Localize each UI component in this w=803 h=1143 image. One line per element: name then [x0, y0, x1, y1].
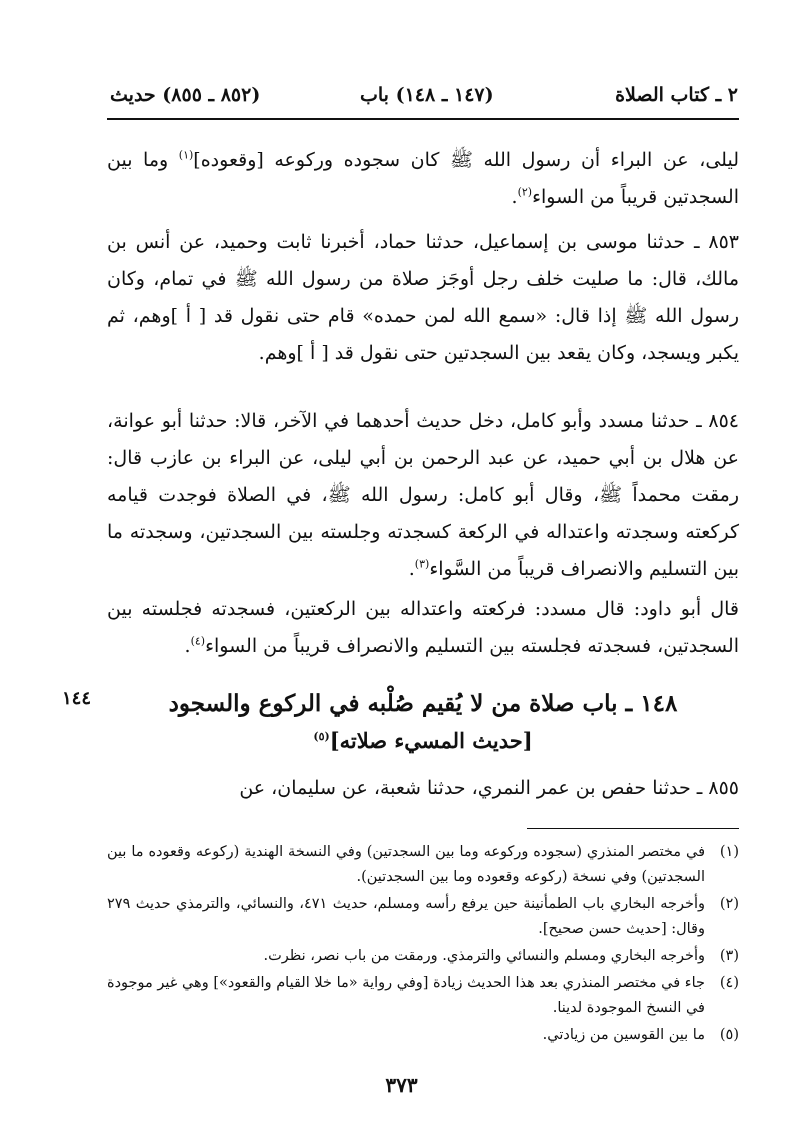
- footnote-ref[interactable]: (٥): [313, 730, 330, 743]
- page-number: ٣٧٣: [385, 1073, 418, 1097]
- footnote-item: [107, 1023, 739, 1048]
- footnote-text: وأخرجه البخاري باب الطمأنينة حين يرفع رأسه ومسلم، حديث ٤٧١، والنسائي، والترمذي حديث ٢٧٩ وقال: [حديث حسن صحيح].: [107, 896, 706, 937]
- footnote-text: ما بين القوسين من زيادتي.: [542, 1027, 705, 1043]
- footnote-item: [107, 944, 739, 969]
- footnote-text: وأخرجه البخاري ومسلم والنسائي والترمذي. ورمقت من باب نصر، نظرت.: [263, 948, 705, 964]
- footnote-item: [107, 840, 739, 890]
- paragraph-text: ٨٥٥ ـ حدثنا حفص بن عمر النمري، حدثنا شعبة، عن سليمان، عن: [239, 777, 739, 799]
- running-header-chapters: (١٤٧ ـ ١٤٨) باب: [360, 84, 494, 106]
- margin-page-number: ١٤٤: [62, 688, 92, 709]
- paragraph-text: وما بين السجدتين قريباً من السواء: [107, 149, 739, 208]
- abu-dawud-note: [107, 591, 739, 665]
- hadith-853: [107, 224, 739, 372]
- footnote-ref[interactable]: (١): [178, 148, 194, 162]
- header-rule: [107, 118, 739, 120]
- footnote-ref[interactable]: (٣): [414, 557, 430, 571]
- paragraph-text: .: [511, 186, 518, 208]
- paragraph-text: .: [184, 635, 191, 657]
- footnote-number: (٣): [719, 948, 739, 964]
- footnote-item: [107, 892, 739, 942]
- footnote-number: (١): [719, 844, 739, 860]
- footnote-ref[interactable]: (٤): [190, 634, 206, 648]
- footnote-text: جاء في مختصر المنذري بعد هذا الحديث زيادة [وفي رواية «ما خلا القيام والقعود»] وهي غير موجودة في النسخ الموجودة لدينا.: [107, 975, 705, 1016]
- running-header-book: ٢ ـ كتاب الصلاة: [615, 84, 738, 106]
- paragraph-text: ٨٥٣ ـ حدثنا موسى بن إسماعيل، حدثنا حماد، أخبرنا ثابت وحميد، عن أنس بن مالك، قال: ما صليت خلف رجل أوجَز صلاة من رسول الله ﷺ في تمام، وكان رسول الله ﷺ إذا قال: «سمع الله لمن حمده» قام حتى نقول قد [ أ ]وهم، ثم يكبر ويسجد، وكان يقعد بين السجدتين حتى نقول قد [ أ ]وهم.: [107, 231, 739, 364]
- footnote-text: في مختصر المنذري (سجوده وركوعه وما بين السجدتين) وفي النسخة الهندية (ركوعه وقعوده ما بين السجدتين) وفي نسخة (ركوعه وقعوده وما بين السجدتين).: [107, 844, 705, 885]
- paragraph-text: .: [408, 558, 415, 580]
- footnote-rule: [527, 828, 739, 829]
- chapter-subtitle: [107, 728, 739, 753]
- footnote-number: (٤): [719, 975, 739, 991]
- chapter-subtitle-text: [حديث المسيء صلاته]: [329, 728, 533, 753]
- footnote-ref[interactable]: (٢): [517, 185, 533, 199]
- footnote-number: (٥): [719, 1027, 739, 1043]
- running-header-hadith-range: (٨٥٢ ـ ٨٥٥) حديث: [110, 84, 261, 106]
- hadith-855: [107, 770, 739, 807]
- chapter-title: ١٤٨ ـ باب صلاة من لا يُقيم صُلْبه في الركوع والسجود: [168, 690, 678, 717]
- paragraph-text: ليلى، عن البراء أن رسول الله ﷺ كان سجوده وركوعه [وقعوده]: [193, 149, 739, 171]
- footnote-number: (٢): [719, 896, 739, 912]
- footnote-item: [107, 971, 739, 1021]
- paragraph-text: ٨٥٤ ـ حدثنا مسدد وأبو كامل، دخل حديث أحدهما في الآخر، قالا: حدثنا أبو عوانة، عن هلال بن أبي حميد، عن عبد الرحمن بن أبي ليلى، عن البراء بن عازب قال: رمقت محمداً ﷺ، وقال أبو كامل: رسول الله ﷺ، في الصلاة فوجدت قيامه كركعته وسجدته واعتداله في الركعة كسجدته وجلسته بين السجدتين، وسجدته ما بين التسليم والانصراف قريباً من السَّواء: [107, 410, 739, 580]
- paragraph-continuation: [107, 142, 739, 216]
- hadith-854: [107, 403, 739, 588]
- footnotes: [107, 840, 739, 1050]
- paragraph-text: قال أبو داود: قال مسدد: فركعته واعتداله بين الركعتين، فسجدته فجلسته بين السجدتين، فسجدته فجلسته بين التسليم والانصراف قريباً من السواء: [107, 598, 739, 657]
